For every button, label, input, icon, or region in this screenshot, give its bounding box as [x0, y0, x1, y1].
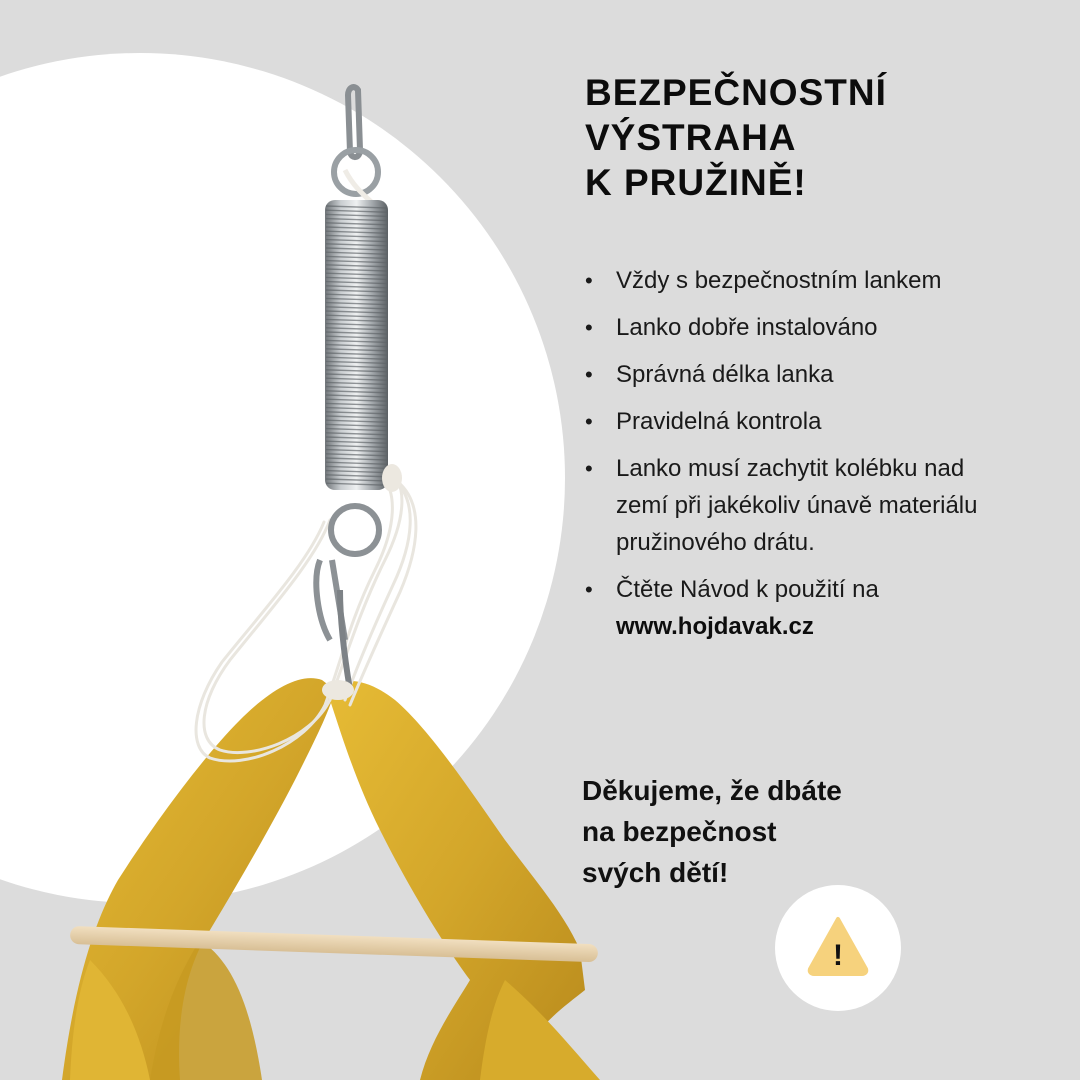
- heading-line-2: VÝSTRAHA: [585, 117, 797, 158]
- list-item: • Pravidelná kontrola: [585, 403, 985, 440]
- safety-list: [585, 262, 985, 655]
- warning-icon: [805, 913, 871, 979]
- warning-badge: [775, 885, 901, 1011]
- warning-symbol: !: [833, 939, 843, 972]
- list-item: • Správná délka lanka: [585, 356, 985, 393]
- thanks-line-1: Děkujeme, že dbáte: [582, 775, 842, 806]
- list-item: • Lanko musí zachytit kolébku nad zemí při jakékoliv únavě materiálu pružinového drátu.: [585, 450, 985, 561]
- thanks-line-3: svých dětí!: [582, 857, 729, 888]
- thanks-line-2: na bezpečnost: [582, 816, 777, 847]
- manual-prefix: Čtěte Návod k použití na: [616, 576, 879, 603]
- heading: [585, 70, 1025, 205]
- list-item: • Lanko dobře instalováno: [585, 309, 985, 346]
- list-item: [585, 571, 985, 645]
- list-item: • Vždy s bezpečnostním lankem: [585, 262, 985, 299]
- heading-line-3: K PRUŽINĚ!: [585, 162, 807, 203]
- heading-line-1: BEZPEČNOSTNÍ: [585, 72, 887, 113]
- thank-you-message: [582, 770, 1002, 893]
- website-link[interactable]: www.hojdavak.cz: [616, 613, 814, 640]
- spring: [325, 200, 388, 490]
